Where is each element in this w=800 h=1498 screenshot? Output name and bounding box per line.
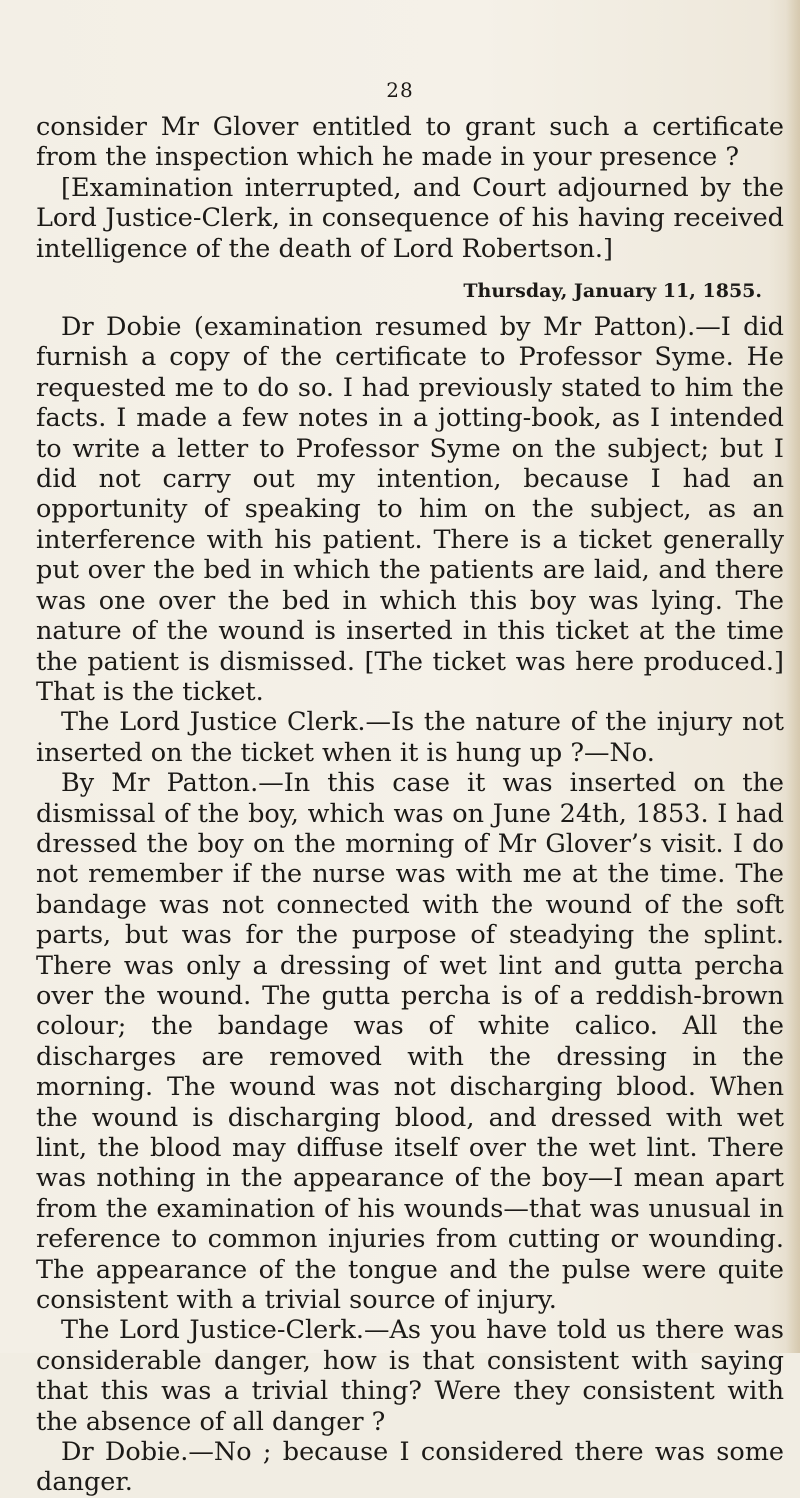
- document-text: [36, 112, 784, 1498]
- page-edge: [786, 0, 800, 1353]
- paragraph-adjournment-note: [Examination interrupted, and Court adjourned by the Lord Justice-Clerk, in consequence of his having received intelligence of the death of Lord Robertson.]: [36, 172, 784, 264]
- paragraph-dobie-examination: Dr Dobie (examination resumed by Mr Patton).—I did furnish a copy of the certificate to Professor Syme. He requested me to do so. I had previously stated to him the facts. I made a few notes in a jotting-book, as I intended to write a letter to Professor Syme on the subject; but I did not carry out my intention, because I had an opportunity of speaking to him on the subject, as an interference with his patient. There is a ticket generally put over the bed in which the patients are laid, and there was one over the bed in which this boy was lying. The nature of the wound is inserted in this ticket at the time the patient is dismissed. [The ticket was here produced.] That is the ticket.: [36, 312, 784, 707]
- paragraph-continued-question: consider Mr Glover entitled to grant such a certificate from the inspection which he made in your presence ?: [36, 112, 784, 173]
- paragraph-dobie-answer: Dr Dobie.—No ; because I considered there was some danger.: [36, 1437, 784, 1498]
- page-number: 28: [386, 78, 414, 102]
- paragraph-by-mr-patton: By Mr Patton.—In this case it was inserted on the dismissal of the boy, which was on June 24th, 1853. I had dressed the boy on the morning of Mr Glover’s visit. I do not remember if the nurse was with me at the time. The bandage was not connected with the wound of the soft parts, but was for the purpose of steadying the splint. There was only a dressing of wet lint and gutta percha over the wound. The gutta percha is of a reddish-brown colour; the bandage was of white calico. All the discharges are removed with the dressing in the morning. The wound was not discharging blood. When the wound is discharging blood, and dressed with wet lint, the blood may diffuse itself over the wet lint. There was nothing in the appearance of the boy—I mean apart from the examination of his wounds—that was unusual in reference to common injuries from cutting or wounding. The appearance of the tongue and the pulse were quite consistent with a trivial source of injury.: [36, 768, 784, 1316]
- dateline: Thursday, January 11, 1855.: [463, 280, 762, 303]
- paragraph-lord-justice-clerk-question: The Lord Justice Clerk.—Is the nature of the injury not inserted on the ticket when it is hung up ?—No.: [36, 707, 784, 768]
- paragraph-lord-justice-clerk-danger: The Lord Justice-Clerk.—As you have told us there was considerable danger, how is that consistent with saying that this was a trivial thing? Were they consistent with the absence of all danger ?: [36, 1315, 784, 1437]
